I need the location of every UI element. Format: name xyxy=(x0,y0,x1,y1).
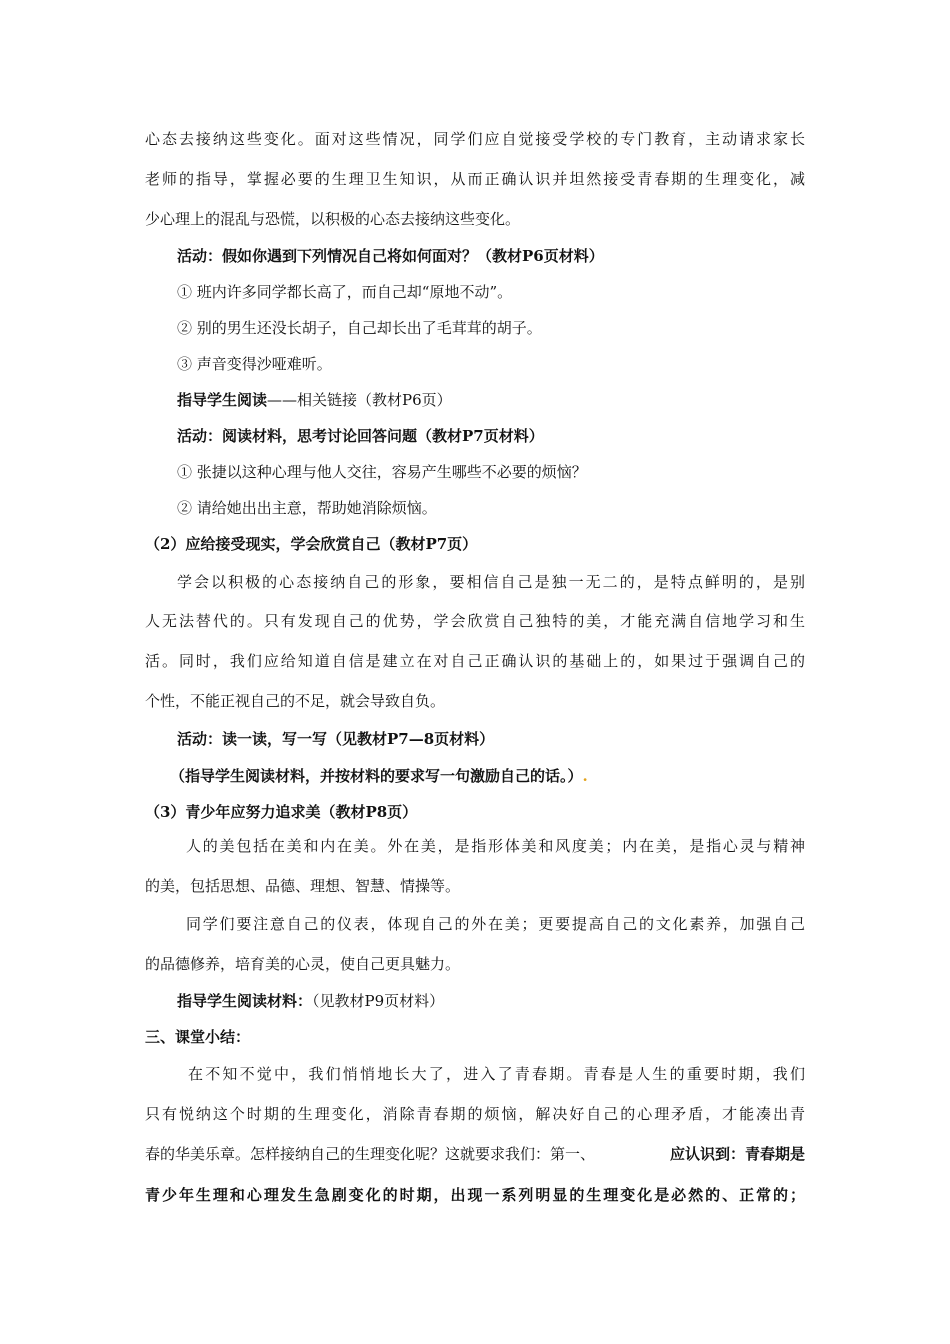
activity2-item-2: ② 请给她出出主意，帮助她消除烦恼。 xyxy=(177,499,437,517)
section2-line-4: 个性，不能正视自己的不足，就会导致自负。 xyxy=(145,692,446,710)
summary-heading: 三、课堂小结： xyxy=(145,1028,251,1046)
summary-line-3-bold: 应认识到：青春期是 xyxy=(669,1145,805,1163)
section2-line-3: 活。同时，我们应给知道自信是建立在对自己正确认识的基础上的，如果过于强调自己的 xyxy=(145,652,805,670)
guide1-line xyxy=(177,390,452,410)
activity3-note xyxy=(170,766,588,786)
intro-line-3: 少心理上的混乱与恐慌，以积极的心态去接纳这些变化。 xyxy=(145,210,521,228)
activity1-title: 活动：假如你遇到下列情况自己将如何面对？（教材P6页材料） xyxy=(177,247,604,265)
activity3-title: 活动：读一读，写一写（见教材P7—8页材料） xyxy=(177,730,495,748)
activity3-note-text: （指导学生阅读材料，并按材料的要求写一句激励自己的话。） xyxy=(170,767,583,785)
summary-line-1: 在不知不觉中，我们悄悄地长大了，进入了青春期。青春是人生的重要时期，我们 xyxy=(188,1065,805,1083)
activity1-item-1: ① 班内许多同学都长高了，而自己却“原地不动”。 xyxy=(177,283,513,301)
intro-line-1: 心态去接纳这些变化。面对这些情况，同学们应自觉接受学校的专门教育，主动请求家长 xyxy=(145,130,805,148)
decorative-dot: . xyxy=(582,767,588,785)
section2-heading: （2）应给接受现实，学会欣赏自己（教材P7页） xyxy=(145,535,478,553)
guide2-bold: 指导学生阅读材料： xyxy=(177,992,313,1010)
section3-p1-line-2: 的美，包括思想、品德、理想、智慧、情操等。 xyxy=(145,877,461,895)
activity1-item-3: ③ 声音变得沙哑难听。 xyxy=(177,355,332,373)
guide2-rest: （见教材P9页材料） xyxy=(312,992,445,1010)
guide1-rest: ——相关链接（教材P6页） xyxy=(267,391,452,409)
section3-heading: （3）青少年应努力追求美（教材P8页） xyxy=(145,803,418,821)
guide2-line xyxy=(177,991,444,1011)
section3-p2-line-1: 同学们要注意自己的仪表，体现自己的外在美；更要提高自己的文化素养，加强自己 xyxy=(186,915,805,933)
activity2-item-1: ① 张捷以这种心理与他人交往，容易产生哪些不必要的烦恼？ xyxy=(177,463,587,481)
summary-line-4: 青少年生理和心理发生急剧变化的时期，出现一系列明显的生理变化是必然的、正常的； xyxy=(145,1186,805,1204)
activity2-title: 活动：阅读材料，思考讨论回答问题（教材P7页材料） xyxy=(177,427,544,445)
section2-line-1: 学会以积极的心态接纳自己的形象，要相信自己是独一无二的，是特点鲜明的，是别 xyxy=(177,573,805,591)
intro-line-2: 老师的指导，掌握必要的生理卫生知识，从而正确认识并坦然接受青春期的生理变化，减 xyxy=(145,170,805,188)
summary-line-3 xyxy=(145,1144,805,1164)
section3-p1-line-1: 人的美包括在美和内在美。外在美，是指形体美和风度美；内在美，是指心灵与精神 xyxy=(186,837,805,855)
guide1-bold: 指导学生阅读 xyxy=(177,391,268,409)
summary-line-3-plain: 春的华美乐章。怎样接纳自己的生理变化呢？这就要求我们：第一、 xyxy=(145,1145,596,1163)
section3-p2-line-2: 的品德修养，培育美的心灵，使自己更具魅力。 xyxy=(145,955,461,973)
activity1-item-2: ② 别的男生还没长胡子，自己却长出了毛茸茸的胡子。 xyxy=(177,319,542,337)
summary-line-2: 只有悦纳这个时期的生理变化，消除青春期的烦恼，解决好自己的心理矛盾，才能凑出青 xyxy=(145,1105,805,1123)
section2-line-2: 人无法替代的。只有发现自己的优势，学会欣赏自己独特的美，才能充满自信地学习和生 xyxy=(145,612,805,630)
